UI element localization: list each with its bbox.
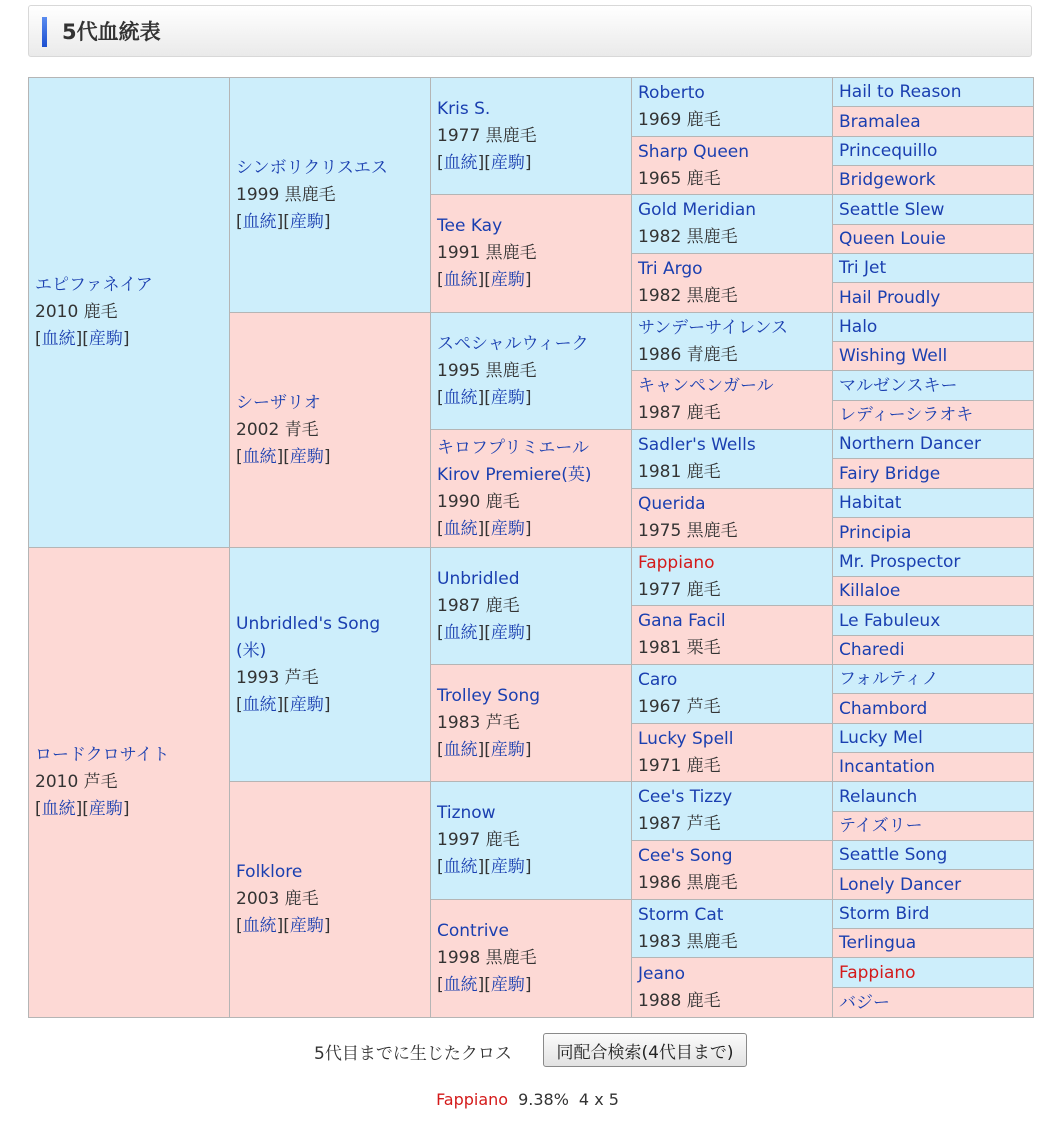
horse-birth-coat: 1987 鹿毛 [437, 595, 520, 616]
offspring-link[interactable]: 産駒 [490, 975, 525, 995]
gen5-cell [833, 812, 1033, 841]
horse-name-link[interactable]: Mr. Prospector [839, 552, 961, 572]
horse-name-link[interactable]: テイズリー [839, 816, 923, 836]
gen2-cell [230, 313, 431, 548]
horse-name-link-secondary[interactable]: Kirov Premiere(英) [437, 464, 592, 485]
gen1-cell [29, 548, 230, 1017]
gen5-cell [833, 225, 1033, 254]
horse-birth-coat: 1987 芦毛 [638, 814, 721, 834]
offspring-link[interactable]: 産駒 [289, 446, 324, 467]
pedigree-link[interactable]: 血統 [242, 916, 277, 936]
horse-name-link[interactable]: Northern Dancer [839, 434, 981, 454]
gen4-cell [632, 841, 833, 900]
horse-name-link[interactable]: Seattle Slew [839, 199, 945, 220]
gen4-cell [632, 548, 833, 606]
gen3-cell [431, 195, 632, 313]
horse-name-link[interactable]: Unbridled's Song [236, 613, 381, 634]
horse-name-link[interactable]: Princequillo [839, 141, 938, 161]
gen3-cell [431, 782, 632, 900]
offspring-link[interactable]: 産駒 [490, 739, 525, 760]
gen5-cell [833, 518, 1033, 548]
gen5-cell [833, 401, 1033, 430]
horse-name-link[interactable]: Caro [638, 670, 678, 690]
horse-links: [血統][産駒] [236, 211, 331, 232]
gen5-cell [833, 694, 1033, 724]
gen5-cell [833, 870, 1033, 900]
horse-name-link[interactable]: Jeano [638, 963, 686, 984]
gen4-cell [632, 313, 833, 371]
horse-birth-coat: 1982 黒鹿毛 [638, 227, 738, 247]
cross-result [0, 1090, 1055, 1109]
horse-birth-coat: 1965 鹿毛 [638, 168, 721, 189]
gen3-cell [431, 665, 632, 782]
horse-name-link[interactable]: Hail Proudly [839, 287, 941, 308]
gen5-cell [833, 782, 1033, 812]
offspring-link[interactable]: 産駒 [490, 152, 525, 173]
cross-section [0, 1033, 1055, 1069]
horse-name-link[interactable]: Folklore [236, 862, 303, 882]
horse-name-link[interactable]: Habitat [839, 493, 902, 513]
horse-name-link[interactable]: Killaloe [839, 581, 901, 601]
gen4-cell [632, 78, 833, 137]
gen2-cell [230, 782, 431, 1017]
horse-name-link[interactable]: Sadler's Wells [638, 435, 756, 455]
offspring-link[interactable]: 産駒 [289, 211, 324, 232]
horse-name-link[interactable]: Fappiano [839, 962, 916, 983]
gen3-cell [431, 313, 632, 430]
horse-birth-coat: 2003 鹿毛 [236, 889, 319, 909]
horse-birth-coat: 2010 芦毛 [35, 772, 118, 792]
horse-links: [血統][産駒] [437, 518, 532, 539]
horse-birth-coat: 1990 鹿毛 [437, 491, 520, 512]
section-header [28, 5, 1032, 57]
horse-name-link[interactable]: Seattle Song [839, 845, 948, 865]
gen5-cell [833, 900, 1033, 929]
horse-birth-coat: 2010 鹿毛 [35, 302, 118, 322]
cross-horse-link[interactable]: Fappiano [436, 1090, 509, 1109]
horse-birth-coat: 1971 鹿毛 [638, 755, 721, 776]
gen5-cell [833, 371, 1033, 401]
gen5-cell [833, 548, 1033, 577]
horse-name-link[interactable]: Contrive [437, 921, 509, 941]
pedigree-link[interactable]: 血統 [41, 329, 76, 349]
horse-name-link[interactable]: Trolley Song [437, 685, 541, 706]
horse-birth-coat: 1997 鹿毛 [437, 830, 520, 850]
horse-name-link[interactable]: Terlingua [839, 933, 917, 953]
pedigree-link[interactable]: 血統 [443, 622, 478, 643]
pedigree-link[interactable]: 血統 [443, 518, 478, 539]
horse-birth-coat: 1995 黒鹿毛 [437, 360, 537, 381]
horse-name-link[interactable]: Charedi [839, 640, 905, 660]
page-title: 5代血統表 [62, 20, 161, 44]
pedigree-link[interactable]: 血統 [443, 270, 478, 290]
gen5-cell [833, 988, 1033, 1017]
horse-name-link[interactable]: エピファネイア [35, 275, 153, 295]
pedigree-table [28, 77, 1034, 1018]
horse-name-link[interactable]: Tri Jet [839, 258, 887, 278]
gen5-cell [833, 489, 1033, 518]
offspring-link[interactable]: 産駒 [289, 916, 324, 936]
gen5-cell [833, 958, 1033, 988]
gen4-cell [632, 900, 833, 958]
horse-birth-coat: 1969 鹿毛 [638, 110, 721, 130]
horse-name-link[interactable]: Gana Facil [638, 611, 726, 631]
horse-links: [血統][産駒] [437, 152, 532, 173]
horse-name-link[interactable]: Gold Meridian [638, 200, 757, 220]
gen3-cell [431, 430, 632, 548]
horse-links: [血統][産駒] [437, 387, 532, 408]
horse-name-link[interactable]: シーザリオ [236, 392, 321, 413]
horse-name-link[interactable]: Tiznow [437, 803, 496, 823]
horse-birth-coat: 1986 青鹿毛 [638, 344, 738, 365]
horse-name-link[interactable]: Bramalea [839, 111, 921, 132]
horse-links: [血統][産駒] [437, 975, 532, 995]
horse-name-link[interactable]: サンデーサイレンス [638, 317, 789, 338]
horse-name-link[interactable]: Principia [839, 522, 912, 543]
horse-birth-coat: 1999 黒鹿毛 [236, 184, 336, 205]
horse-links: [血統][産駒] [437, 857, 532, 877]
offspring-link[interactable]: 産駒 [490, 270, 525, 290]
pedigree-link[interactable]: 血統 [242, 446, 277, 467]
horse-birth-coat: 1991 黒鹿毛 [437, 243, 537, 263]
horse-links: [血統][産駒] [236, 916, 331, 936]
horse-name-link[interactable]: Fairy Bridge [839, 463, 941, 484]
horse-name-link[interactable]: Kris S. [437, 98, 491, 119]
gen5-cell [833, 841, 1033, 870]
horse-name-link[interactable]: Lonely Dancer [839, 874, 962, 895]
gen5-cell [833, 606, 1033, 636]
horse-name-link[interactable]: Incantation [839, 757, 935, 777]
horse-birth-coat: 2002 青毛 [236, 419, 319, 440]
pedigree-link[interactable]: 血統 [242, 211, 277, 232]
gen5-cell [833, 430, 1033, 459]
offspring-link[interactable]: 産駒 [490, 622, 525, 643]
horse-birth-coat: 1977 黒鹿毛 [437, 125, 537, 146]
horse-links: [血統][産駒] [35, 799, 130, 819]
gen4-cell [632, 724, 833, 782]
horse-links: [血統][産駒] [35, 329, 130, 349]
horse-name-link[interactable]: レディーシラオキ [839, 405, 974, 425]
offspring-link[interactable]: 産駒 [490, 518, 525, 539]
horse-name-link[interactable]: Lucky Mel [839, 728, 923, 748]
horse-links: [血統][産駒] [437, 622, 532, 643]
pedigree-link[interactable]: 血統 [41, 799, 76, 819]
horse-name-link[interactable]: フォルティノ [839, 669, 939, 689]
cross-label: 5代目までに生じたクロス [314, 1044, 512, 1064]
gen4-cell [632, 195, 833, 254]
horse-links: [血統][産駒] [437, 270, 532, 290]
horse-birth-coat: 1977 鹿毛 [638, 579, 721, 600]
horse-name-link[interactable]: Storm Bird [839, 904, 930, 924]
cross-pattern: 4 x 5 [578, 1090, 619, 1109]
horse-name-link[interactable]: Relaunch [839, 786, 918, 807]
horse-name-link[interactable]: Wishing Well [839, 346, 948, 366]
horse-birth-coat: 1987 鹿毛 [638, 403, 721, 423]
horse-name-link[interactable]: Tri Argo [638, 259, 703, 279]
pedigree-link[interactable]: 血統 [443, 387, 478, 408]
offspring-link[interactable]: 産駒 [88, 799, 123, 819]
gen1-cell [29, 78, 230, 548]
pedigree-link[interactable]: 血統 [242, 694, 277, 715]
offspring-link[interactable]: 産駒 [289, 694, 324, 715]
horse-birth-coat: 1998 黒鹿毛 [437, 948, 537, 968]
gen5-cell [833, 78, 1033, 107]
horse-birth-coat: 1981 鹿毛 [638, 462, 721, 482]
horse-name-link-secondary[interactable]: (米) [236, 640, 267, 661]
horse-name-link[interactable]: バジー [839, 992, 890, 1013]
same-mating-search-button[interactable]: 同配合検索(4代目まで) [543, 1033, 747, 1067]
gen4-cell [632, 371, 833, 430]
gen2-cell [230, 78, 431, 313]
pedigree-link[interactable]: 血統 [443, 152, 478, 173]
gen4-cell [632, 254, 833, 313]
gen5-cell [833, 137, 1033, 166]
gen5-cell [833, 665, 1033, 694]
gen5-cell [833, 459, 1033, 489]
horse-name-link[interactable]: Cee's Tizzy [638, 787, 733, 807]
horse-name-link[interactable]: Unbridled [437, 568, 520, 589]
gen5-cell [833, 195, 1033, 225]
header-accent-bar [42, 17, 47, 47]
horse-links: [血統][産駒] [437, 739, 532, 760]
offspring-link[interactable]: 産駒 [490, 857, 525, 877]
pedigree-link[interactable]: 血統 [443, 857, 478, 877]
horse-name-link[interactable]: ロードクロサイト [35, 745, 170, 765]
gen4-cell [632, 606, 833, 665]
offspring-link[interactable]: 産駒 [490, 387, 525, 408]
horse-birth-coat: 1975 黒鹿毛 [638, 521, 738, 541]
gen5-cell [833, 342, 1033, 371]
horse-name-link[interactable]: Tee Kay [437, 216, 503, 236]
horse-name-link[interactable]: Lucky Spell [638, 728, 734, 749]
gen4-cell [632, 137, 833, 195]
gen4-cell [632, 489, 833, 548]
gen3-cell [431, 548, 632, 665]
horse-name-link[interactable]: Queen Louie [839, 229, 946, 249]
horse-name-link[interactable]: キロフプリミエール [437, 437, 589, 458]
offspring-link[interactable]: 産駒 [88, 329, 123, 349]
gen5-cell [833, 107, 1033, 137]
gen5-cell [833, 724, 1033, 753]
gen4-cell [632, 665, 833, 724]
horse-name-link[interactable]: Cee's Song [638, 846, 733, 866]
horse-name-link[interactable]: Le Fabuleux [839, 610, 941, 631]
horse-name-link[interactable]: Halo [839, 317, 878, 337]
horse-name-link[interactable]: マルゼンスキー [839, 375, 958, 396]
horse-name-link[interactable]: キャンペンガール [638, 376, 774, 396]
gen2-cell [230, 548, 431, 782]
horse-name-link[interactable]: シンボリクリスエス [236, 157, 388, 178]
horse-links: [血統][産駒] [236, 446, 331, 467]
horse-birth-coat: 1981 栗毛 [638, 638, 721, 658]
horse-name-link[interactable]: Bridgework [839, 170, 936, 190]
gen3-cell [431, 900, 632, 1017]
gen4-cell [632, 430, 833, 489]
horse-birth-coat: 1983 黒鹿毛 [638, 931, 738, 952]
horse-links: [血統][産駒] [236, 694, 331, 715]
gen4-cell [632, 958, 833, 1017]
horse-name-link[interactable]: Chambord [839, 698, 928, 719]
gen5-cell [833, 929, 1033, 958]
gen5-cell [833, 577, 1033, 606]
horse-birth-coat: 1967 芦毛 [638, 697, 721, 717]
horse-name-link[interactable]: Roberto [638, 83, 705, 103]
gen5-cell [833, 166, 1033, 195]
horse-name-link[interactable]: Fappiano [638, 552, 715, 573]
gen5-cell [833, 254, 1033, 283]
horse-birth-coat: 1986 黒鹿毛 [638, 873, 738, 893]
horse-birth-coat: 1983 芦毛 [437, 712, 520, 733]
gen3-cell [431, 78, 632, 195]
gen5-cell [833, 636, 1033, 665]
horse-name-link[interactable]: Querida [638, 494, 706, 514]
cross-percent: 9.38% [518, 1090, 569, 1109]
pedigree-link[interactable]: 血統 [443, 975, 478, 995]
horse-name-link[interactable]: Hail to Reason [839, 82, 962, 102]
gen4-cell [632, 782, 833, 841]
horse-name-link[interactable]: Storm Cat [638, 904, 724, 925]
horse-name-link[interactable]: スペシャルウィーク [437, 333, 589, 354]
gen5-cell [833, 753, 1033, 782]
horse-birth-coat: 1993 芦毛 [236, 667, 319, 688]
horse-name-link[interactable]: Sharp Queen [638, 141, 750, 162]
gen5-cell [833, 313, 1033, 342]
gen5-cell [833, 283, 1033, 313]
horse-birth-coat: 1988 鹿毛 [638, 990, 721, 1011]
pedigree-link[interactable]: 血統 [443, 739, 478, 760]
horse-birth-coat: 1982 黒鹿毛 [638, 286, 738, 306]
